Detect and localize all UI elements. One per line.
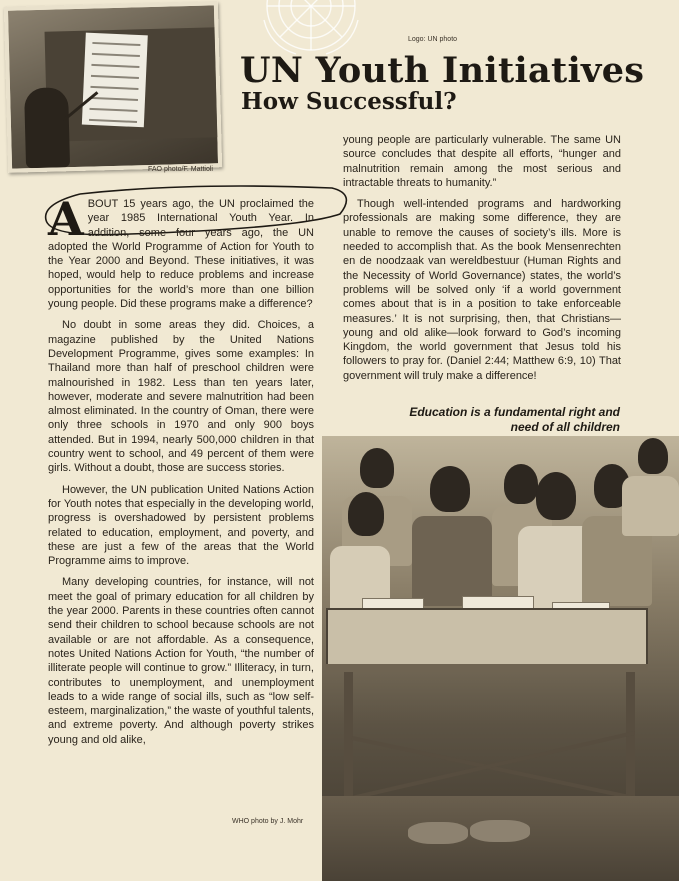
left-paragraph-3: However, the UN publication United Nations Action for Youth notes that especially in the developing world, progress is overshadowed by persistent problems related to education, employment, and poverty, and these are just a few of the areas that the World Programme aims to improve. xyxy=(48,483,314,568)
un-emblem-icon xyxy=(256,0,366,56)
child-head xyxy=(504,464,538,504)
school-desk xyxy=(326,608,648,670)
left-paragraph-4: Many developing countries, for instance, will not meet the goal of primary education for all children by the year 2000. Parents in these countries often cannot send their children to school because schools are not available or are not affordable. As a consequence, notes United Nations Action for Youth, “the number of illiterate people will continue to grow.” Illiteracy, in turn, contributes to unemployment, and unemployment leads to a wide range of social ills, such as “low self-esteem, marginalization,” the waste of youthful talents, and extreme poverty. And although poverty strikes young and old alike, xyxy=(48,576,314,746)
child-head xyxy=(360,448,394,488)
opening-paragraph-text: BOUT 15 years ago, the UN proclaimed the year 1985 International Youth Year. In addition, some four years ago, the UN adopted the World Programme of Action for Youth to the Year 2000 and Beyond. These initiatives, it was hoped, would help to reduce problems and increase opportunities for the world’s more than one billion young people. Did these programs make a difference? xyxy=(48,198,314,311)
left-column xyxy=(48,192,314,754)
drop-cap: A xyxy=(48,192,84,246)
right-column xyxy=(343,133,621,390)
child-figure xyxy=(412,516,492,606)
left-paragraph-2: No doubt in some areas they did. Choices, a magazine published by the United Nations Development Programme, gives some examples: In Thailand more than half of preschool children were malnourished in 1982. Less than ten years later, however, moderate and severe malnutrition had been almost eliminated. In the country of Oman, there were only three schools in 1970 and only 900 boys attended. But in 1994, nearly 500,000 children in that country went to school, and 49 percent of them were girls. Without a doubt, those are success stories. xyxy=(48,319,314,475)
shoe xyxy=(408,822,468,844)
classroom-children-photo xyxy=(322,436,679,881)
right-paragraph-1: young people are particularly vulnerable. The same UN source concludes that despite all efforts, “hunger and malnutrition remain among the most serious and intractable threats to humanity.” xyxy=(343,134,621,189)
main-photo-credit: WHO photo by J. Mohr xyxy=(232,818,304,825)
photo-caption: Education is a fundamental right and need of all children xyxy=(409,405,620,434)
child-head xyxy=(348,492,384,536)
child-figure xyxy=(622,476,679,536)
article-title: UN Youth Initiatives xyxy=(240,50,645,91)
top-photo-credit: FAO photo/F. Mattioli xyxy=(148,166,213,173)
classroom-blackboard-photo xyxy=(4,1,222,173)
article-subtitle: How Successful? xyxy=(241,88,457,115)
right-paragraph-2: Though well-intended programs and hardworking professionals are making some difference, they are unable to remove the causes of society’s ills. More is needed to accomplish that. As the book Mensenrechten en de noodzaak van wereldbestuur (Human Rights and the Necessity of World Governance) states, the world’s problems will be solved only ‘if a world government comes about that is in a position to take enforceable measures.’ It is not surprising, then, that Christians—young and old alike—look forward to God’s incoming Kingdom, the world government that Jesus told his followers to pray for. (Daniel 2:44; Matthew 6:9, 10) That government will truly make a difference! xyxy=(343,198,621,382)
opening-paragraph xyxy=(48,192,314,311)
child-head xyxy=(536,472,576,520)
child-head xyxy=(638,438,668,474)
desk-edge xyxy=(326,664,648,672)
shoe xyxy=(470,820,530,842)
pupil-silhouette xyxy=(24,87,70,168)
desk-brace xyxy=(352,736,636,800)
chart-paper xyxy=(82,33,148,128)
child-head xyxy=(430,466,470,512)
logo-credit: Logo: UN photo xyxy=(408,36,458,43)
